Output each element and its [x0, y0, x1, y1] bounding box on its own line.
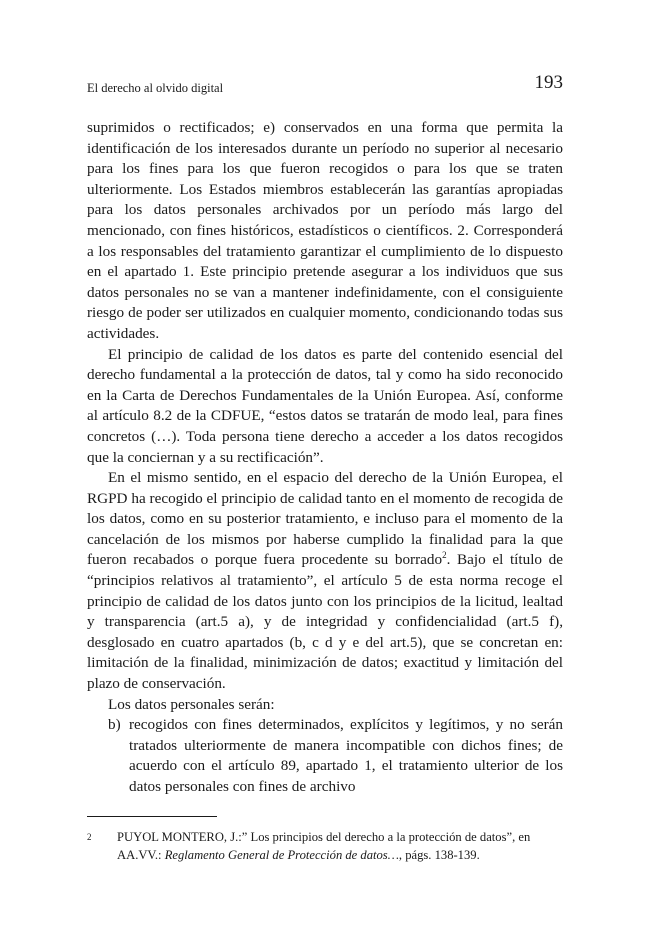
page-number: 193	[534, 72, 563, 93]
paragraph-3-text-a: En el mismo sentido, en el espacio del derecho de la Unión Europea, el RGPD ha recogido el principio de calidad tanto en el momento de recogida de los datos, como en su posterior tratamiento, e incluso para el momento de la cancelación de los mismos por haberse cumplido la finalidad para la que fueron recabados o porque fuera procedente su borrado	[87, 469, 563, 569]
book-page	[87, 0, 563, 932]
list-marker: b)	[108, 716, 121, 734]
running-head	[87, 72, 563, 100]
paragraph-3-text-b: . Bajo el título de “principios relativos al tratamiento”, el artículo 5 de esta norma recoge el principio de calidad de los datos junto con los principios de la licitud, lealtad y transparencia (art.5 a), y de integridad y confidencialidad (art.5 f), desglosado en cuatro apartados (b, c d y e del art.5), que se concretan en: limitación de la finalidad, minimización de datos; exactitud y limitación del plazo de conservación.	[87, 551, 563, 693]
footnotes	[87, 828, 563, 864]
paragraph-1: suprimidos o rectificados; e) conservados en una forma que permita la identificación de los interesados durante un período no superior al necesario para los fines para los que fueron recogidos o para los que se traten ulteriormente. Los Estados miembros establecerán las garantías apropiadas para los datos personales archivados por un período más largo del mencionado, con fines históricos, estadísticos o científicos. 2. Corresponderá a los responsables del tratamiento garantizar el cumplimiento de lo dispuesto en el apartado 1. Este principio pretende asegurar a los individuos que sus datos personales no se van a mantener indefinidamente, con el consiguiente riesgo de poder ser utilizados en cualquier momento, condicionando todas sus actividades.	[87, 119, 563, 342]
footnote-italic-title: Reglamento General de Protección de datos…	[164, 848, 399, 862]
footnote-text-b: , págs. 138-139.	[398, 848, 480, 862]
running-title: El derecho al olvido digital	[87, 81, 224, 95]
paragraph-2: El principio de calidad de los datos es parte del contenido esencial del derecho fundamental a la protección de datos, tal y como ha sido reconocido en la Carta de Derechos Fundamentales de la Unión Europea. Así, conforme al artículo 8.2 de la CDFUE, “estos datos se tratarán de modo leal, para fines concretos (…). Toda persona tiene derecho a acceder a los datos recogidos que la conciernan y a su rectificación”.	[87, 345, 563, 466]
paragraph-4: Los datos personales serán:	[108, 695, 275, 713]
footnote-item	[87, 828, 563, 864]
body-text	[87, 118, 563, 798]
footnote-number: 2	[87, 832, 92, 842]
list-item	[87, 715, 563, 797]
footnote-divider	[87, 816, 217, 817]
list-item-text: recogidos con fines determinados, explícitos y legítimos, y no serán tratados ulteriormente de manera incompatible con dichos fines; de acuerdo con el artículo 89, apartado 1, el tratamiento ulterior de los datos personales con fines de archivo	[129, 716, 563, 795]
footnote-text-a: PUYOL MONTERO, J.:” Los principios del derecho a la protección de datos”, en AA.VV.:	[117, 830, 531, 862]
footnote-reference[interactable]: 2	[442, 550, 447, 561]
paragraph-3	[87, 468, 563, 695]
